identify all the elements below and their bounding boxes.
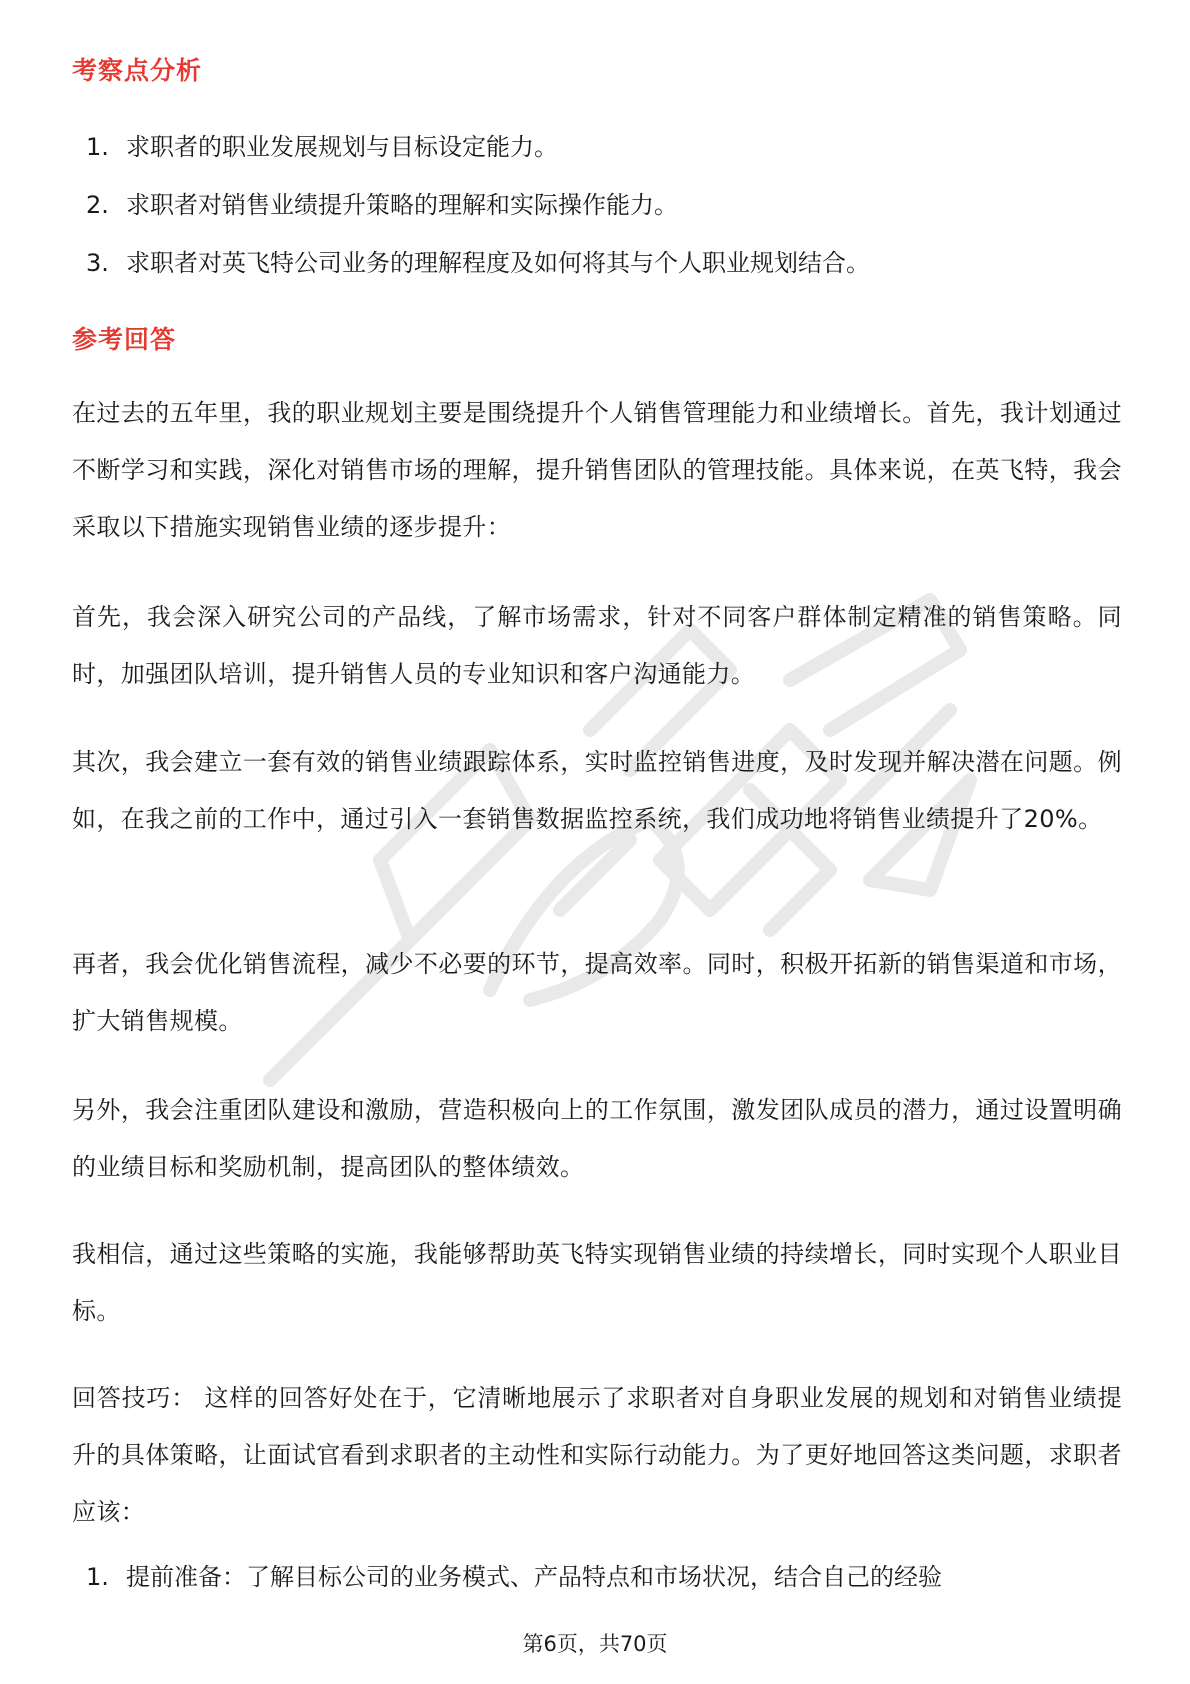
list-item-text: 求职者对英飞特公司业务的理解程度及如何将其与个人职业规划结合。	[126, 249, 870, 277]
answer-heading: 参考回答	[72, 325, 177, 354]
answer-paragraph: 再者，我会优化销售流程，减少不必要的环节，提高效率。同时，积极开拓新的销售渠道和市场，扩大销售规模。	[72, 950, 1122, 1035]
answer-paragraph: 我相信，通过这些策略的实施，我能够帮助英飞特实现销售业绩的持续增长，同时实现个人职业目标。	[72, 1240, 1122, 1325]
list-item-text: 求职者对销售业绩提升策略的理解和实际操作能力。	[126, 191, 678, 219]
answer-paragraph: 首先，我会深入研究公司的产品线，了解市场需求，针对不同客户群体制定精准的销售策略。同时，加强团队培训，提升销售人员的专业知识和客户沟通能力。	[72, 603, 1122, 688]
analysis-list	[72, 118, 1132, 292]
answer-paragraph: 在过去的五年里，我的职业规划主要是围绕提升个人销售管理能力和业绩增长。首先，我计划通过不断学习和实践，深化对销售市场的理解，提升销售团队的管理技能。具体来说，在英飞特，我会采取以下措施实现销售业绩的逐步提升：	[72, 399, 1122, 541]
analysis-heading: 考察点分析	[72, 56, 203, 85]
list-item	[72, 118, 1132, 176]
tips-list	[72, 1548, 1132, 1606]
list-item	[72, 1548, 1132, 1606]
answer-tips-paragraph: 回答技巧： 这样的回答好处在于，它清晰地展示了求职者对自身职业发展的规划和对销售业绩提升的具体策略，让面试官看到求职者的主动性和实际行动能力。为了更好地回答这类问题，求职者应该：	[72, 1384, 1122, 1526]
answer-paragraph: 另外，我会注重团队建设和激励，营造积极向上的工作氛围，激发团队成员的潜力，通过设置明确的业绩目标和奖励机制，提高团队的整体绩效。	[72, 1096, 1122, 1181]
list-item	[72, 176, 1132, 234]
page-number-footer: 第6页，共70页	[522, 1632, 668, 1656]
answer-paragraph: 其次，我会建立一套有效的销售业绩跟踪体系，实时监控销售进度，及时发现并解决潜在问题。例如，在我之前的工作中，通过引入一套销售数据监控系统，我们成功地将销售业绩提升了20%。	[72, 748, 1122, 833]
list-item-text: 求职者的职业发展规划与目标设定能力。	[126, 133, 558, 161]
list-item-number: 1.	[86, 133, 109, 161]
list-item-number: 2.	[86, 191, 109, 219]
list-item	[72, 234, 1132, 292]
list-item-text: 提前准备：了解目标公司的业务模式、产品特点和市场状况，结合自己的经验	[126, 1563, 942, 1591]
list-item-number: 1.	[86, 1563, 109, 1591]
list-item-number: 3.	[86, 249, 109, 277]
